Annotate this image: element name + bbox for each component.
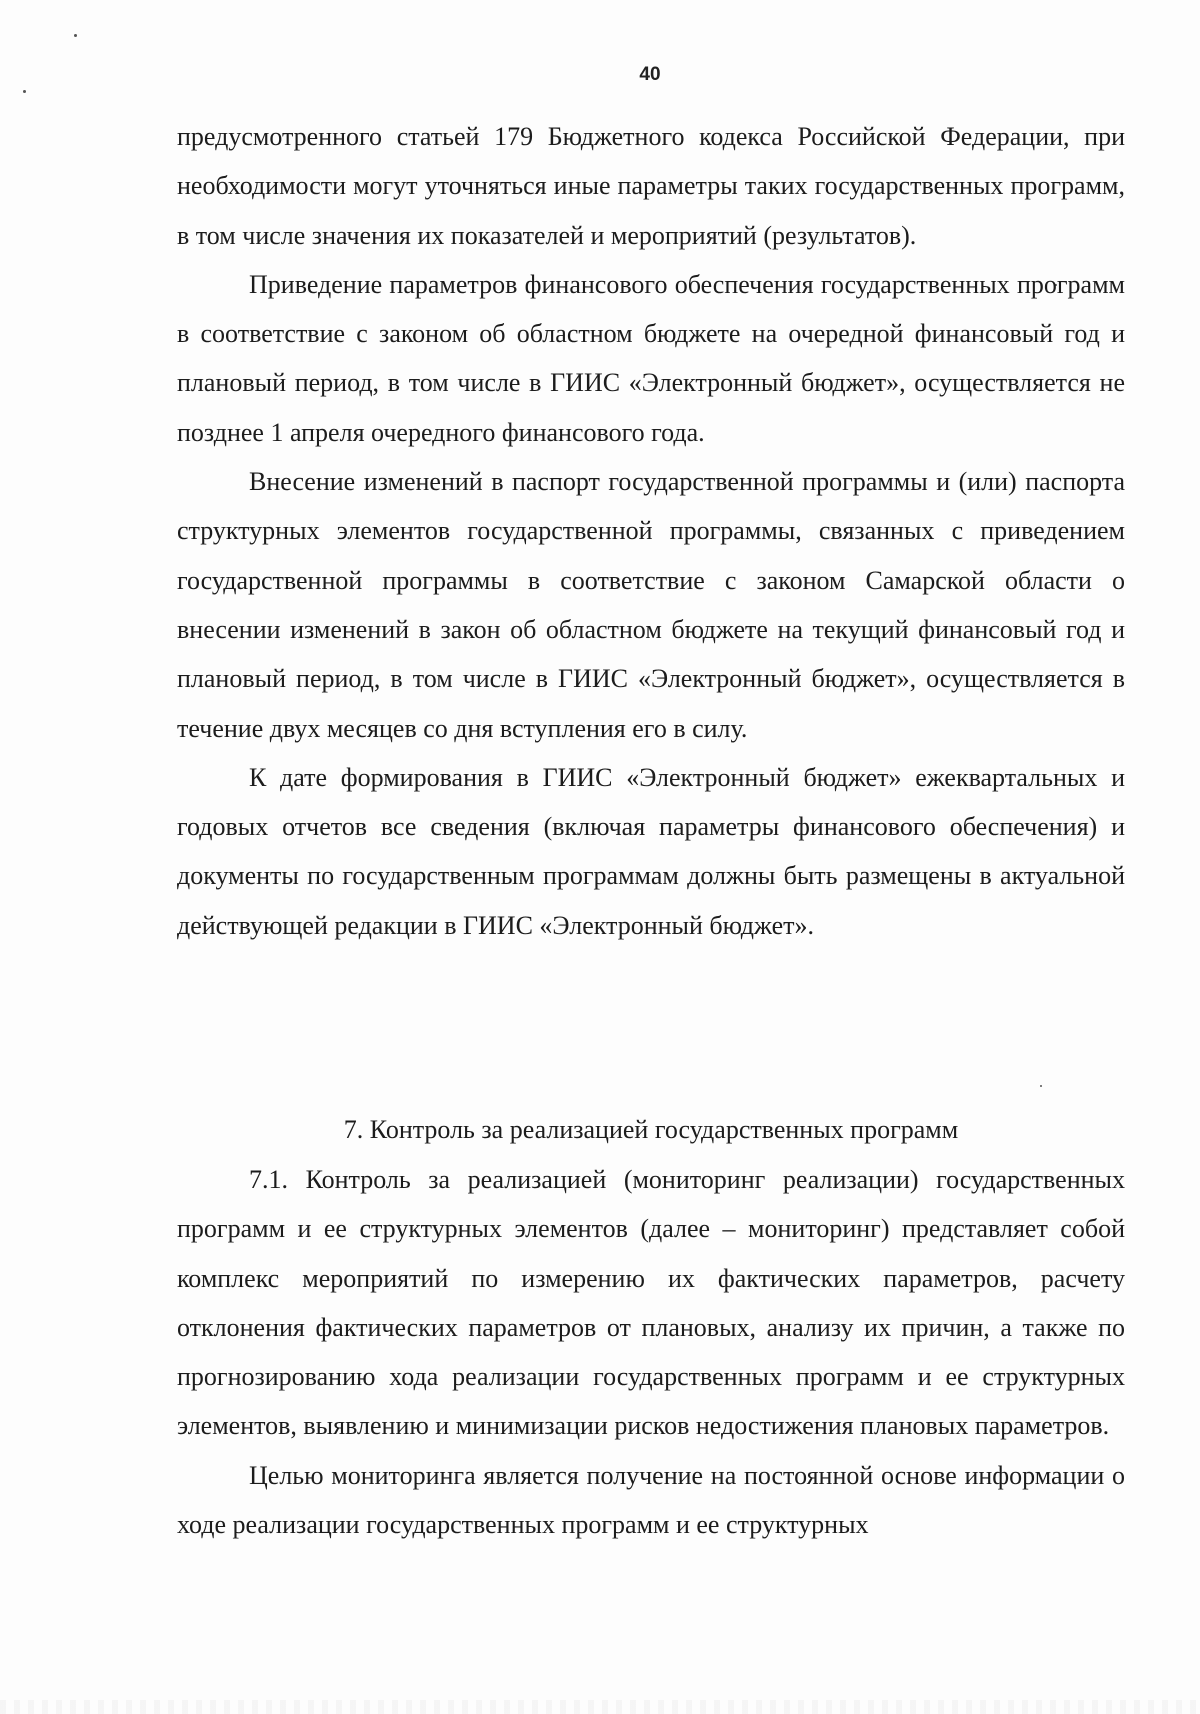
scan-speck — [74, 34, 77, 37]
scan-speck — [1040, 1085, 1042, 1087]
paragraph: 7.1. Контроль за реализацией (мониторинг реализации) государственных программ и ее структурных элементов (далее – мониторинг) представляет собой комплекс мероприятий по измерению их фактических параметров, расчету отклонения фактических параметров от плановых, анализу их причин, а также по прогнозированию хода реализации государственных программ и ее структурных элементов, выявлению и минимизации рисков недостижения плановых параметров. — [177, 1165, 1125, 1441]
body-text-upper — [177, 112, 1125, 950]
paragraph: Целью мониторинга является получение на постоянной основе информации о ходе реализации государственных программ и ее структурных — [177, 1460, 1125, 1540]
page-number: 40 — [639, 64, 661, 85]
paragraph: предусмотренного статьей 179 Бюджетного кодекса Российской Федерации, при необходимости могут уточняться иные параметры таких государственных программ, в том числе значения их показателей и мероприятий (результатов). — [177, 122, 1125, 250]
paragraph: Приведение параметров финансового обеспечения государственных программ в соответствие с законом об областном бюджете на очередной финансовый год и плановый период, в том числе в ГИИС «Электронный бюджет», осуществляется не позднее 1 апреля очередного финансового года. — [177, 269, 1125, 447]
paragraph: Внесение изменений в паспорт государственной программы и (или) паспорта структурных элементов государственной программы, связанных с приведением государственной программы в соответствие с законом Самарской области о внесении изменений в закон об областном бюджете на текущий финансовый год и плановый период, в том числе в ГИИС «Электронный бюджет», осуществляется в течение двух месяцев со дня вступления его в силу. — [177, 467, 1125, 743]
scan-edge-noise — [0, 1700, 1200, 1714]
body-text-lower — [177, 1155, 1125, 1549]
section-heading: 7. Контроль за реализацией государственных программ — [343, 1115, 959, 1144]
scan-speck — [23, 90, 26, 93]
paragraph: К дате формирования в ГИИС «Электронный бюджет» ежеквартальных и годовых отчетов все сведения (включая параметры финансового обеспечения) и документы по государственным программам должны быть размещены в актуальной действующей редакции в ГИИС «Электронный бюджет». — [177, 762, 1125, 940]
